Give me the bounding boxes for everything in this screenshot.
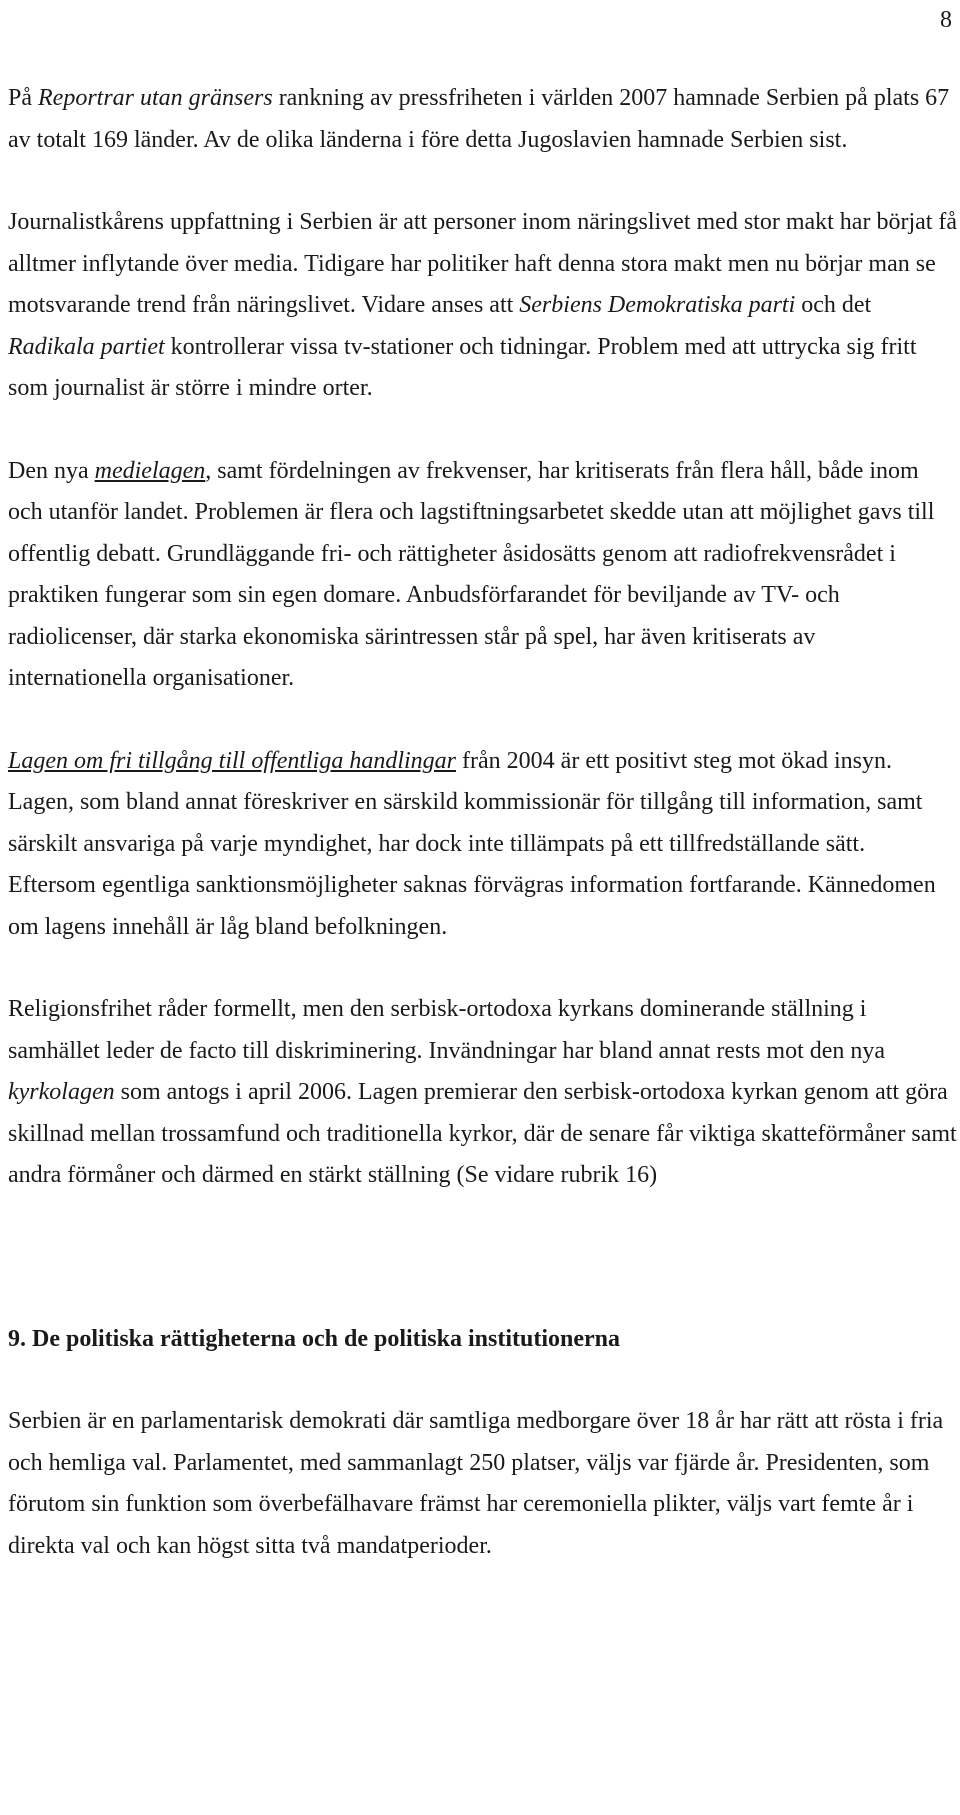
page-number: 8 (940, 7, 952, 33)
paragraph-press-freedom (8, 78, 958, 161)
paragraph-access-law (8, 741, 958, 949)
text: På (8, 85, 38, 111)
underlined-italic-text: medielagen (94, 457, 206, 484)
paragraph-religious-freedom (8, 989, 958, 1197)
paragraph-parliamentary-democracy: Serbien är en parlamentarisk demokrati där samtliga medborgare över 18 år har rätt att rösta i fria och hemliga val. Parlamentet, med sammanlagt 250 platser, väljs var fjärde år. Presidenten, som förutom sin funktion som överbefälhavare främst har ceremoniella plikter, väljs vart femte år i direkta val och kan högst sitta två mandatperioder. (8, 1408, 944, 1559)
text: Religionsfrihet råder formellt, men den serbisk-ortodoxa kyrkans dominerande ställning i samhället leder de facto till diskriminering. Invändningar har bland annat rests mot den nya (8, 996, 886, 1064)
underlined-italic-text: Lagen om fri tillgång till offentliga handlingar (8, 747, 457, 774)
text: och det (795, 292, 872, 318)
section-heading: 9. De politiska rättigheterna och de politiska institutionerna (8, 1325, 621, 1352)
italic-text: Serbiens Demokratiska parti (519, 292, 796, 318)
italic-text: kyrkolagen (8, 1079, 115, 1105)
text: Den nya (8, 457, 95, 484)
text: som antogs i april 2006. Lagen premierar den serbisk-ortodoxa kyrkan genom att göra skillnad mellan trossamfund och traditionella kyrkor, där de senare får viktiga skatteförmåner samt andra förmåner och därmed en stärkt ställning (Se vidare rubrik 16) (8, 1079, 957, 1188)
text: rankning av pressfriheten i världen 2007 hamnade Serbien på plats 67 av totalt 169 länder. Av de olika länderna i före detta Jugoslavien hamnade Serbien sist. (8, 85, 950, 153)
text: från 2004 är ett positivt steg mot ökad insyn. Lagen, som bland annat föreskriver en särskild kommissionär för tillgång till information, samt särskilt ansvariga på varje myndighet, har dock inte tillämpats på ett tillfredställande sätt. Eftersom egentliga sanktionsmöjligheter saknas förvägras information fortfarande. Kännedomen om lagens innehåll är låg bland befolkningen. (8, 747, 936, 940)
italic-text: Reportrar utan gränsers (38, 85, 273, 111)
text: , samt fördelningen av frekvenser, har kritiserats från flera håll, både inom och utanför landet. Problemen är flera och lagstiftningsarbetet skedde utan att möjlighet gavs till offentlig debatt. Grundläggande fri- och rättigheter åsidosätts genom att radiofrekvensrådet i praktiken fungerar som sin egen domare. Anbudsförfarandet för beviljande av TV- och radiolicenser, där starka ekonomiska särintressen står på spel, har även kritiserats av internationella organisationer. (8, 457, 935, 691)
italic-text: Radikala partiet (8, 333, 165, 360)
text: kontrollerar vissa tv-stationer och tidningar. Problem med att uttrycka sig fritt som journalist är större i mindre orter. (8, 333, 917, 401)
paragraph-media-law (8, 451, 958, 700)
paragraph-journalists-view (8, 202, 958, 410)
text: Journalistkårens uppfattning i Serbien är att personer inom näringslivet med stor makt har börjat få alltmer inflytande över media. Tidigare har politiker haft denna stora makt men nu börjar man se motsvarande trend från näringslivet. Vidare anses att (8, 209, 958, 318)
document-body (8, 78, 958, 1567)
